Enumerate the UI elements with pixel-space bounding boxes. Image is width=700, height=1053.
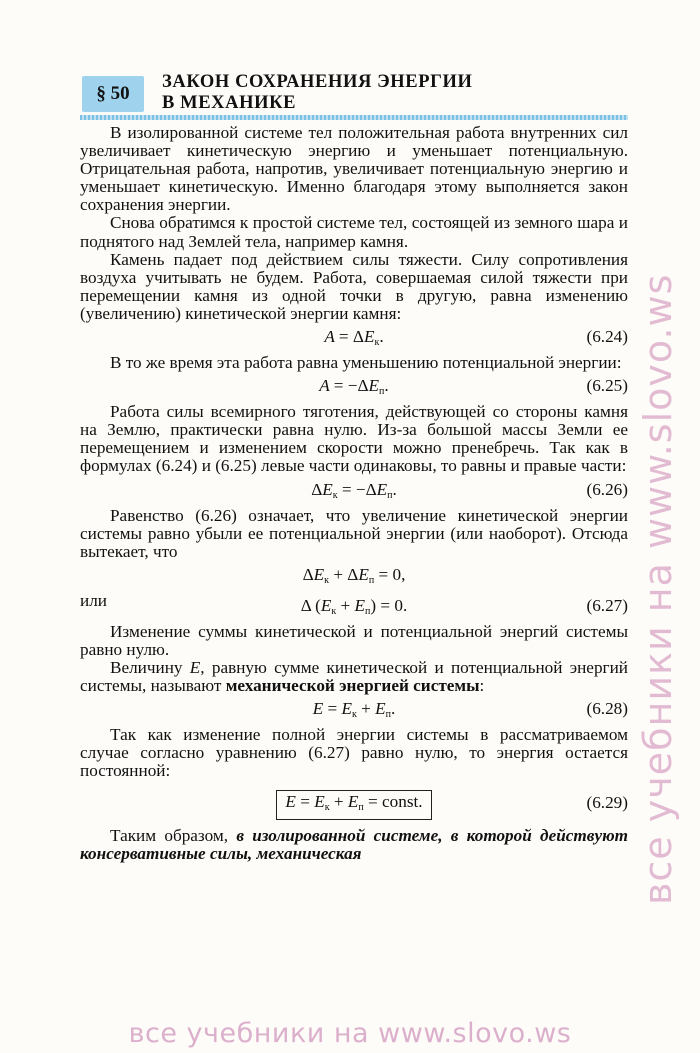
paragraph-8-end: : <box>479 676 485 696</box>
term-mechanical-energy: механической энергией системы <box>225 676 480 696</box>
paragraph-10-emphasis: в изолированной системе, в которой действуют консервативные силы, механическая <box>80 825 628 863</box>
equation-number: (6.29) <box>586 792 628 812</box>
paragraph-10 <box>80 827 628 863</box>
paragraph-7: Изменение суммы кинетической и потенциальной энергий системы равно нулю. <box>80 621 628 659</box>
equation-formula: $\Delta E_к = -\Delta E_п$. <box>311 479 397 501</box>
equation-number: (6.28) <box>586 699 628 719</box>
equation-formula: $A = -\Delta E_п$. <box>319 376 389 398</box>
equation-formula: $E = E_к + E_п$ = const. <box>80 790 628 820</box>
equation-6-29 <box>80 787 628 821</box>
side-watermark: все учебники на www.slovo.ws <box>636 273 680 905</box>
paragraph-10-start: Таким образом, <box>110 825 237 845</box>
equation-6-28 <box>80 697 628 723</box>
equation-6-27 <box>80 590 628 620</box>
paragraph-2: Снова обратимся к простой системе тел, состоящей из земного шара и поднятого над Землей тела, например камня. <box>80 213 628 251</box>
paragraph-9: Так как изменение полной энергии системы в рассматриваемом случае согласно уравнению (6.27) равно нулю, то энергия остается постоянной: <box>80 725 628 781</box>
equation-6-25 <box>80 374 628 400</box>
paragraph-4: В то же время эта работа равна уменьшению потенциальной энергии: <box>110 353 622 373</box>
section-title <box>162 72 632 114</box>
equation-number: (6.27) <box>586 595 628 615</box>
equation-6-26 <box>80 478 628 504</box>
section-number: § 50 <box>96 83 130 104</box>
equation-number: (6.25) <box>586 376 628 396</box>
equation-formula: $E = E_к + E_п$. <box>312 699 396 721</box>
bottom-watermark: все учебники на www.slovo.ws <box>128 1018 572 1049</box>
or-word: или <box>80 590 107 610</box>
equation-formula: $\Delta E_к + \Delta E_п = 0$, <box>302 564 406 586</box>
equation-formula: Δ $(E_к + E_п) = 0$. <box>300 595 408 617</box>
paragraph-5: Работа силы всемирного тяготения, действующей со стороны камня на Землю, практически равна нулю. Из-за большой массы Земли ее перемещением и изменением скорости можно пренебречь. Так как в формулах (6.24) и (6.25) левые части одинаковы, то равны и правые части: <box>80 402 628 476</box>
section-title-line1: ЗАКОН СОХРАНЕНИЯ ЭНЕРГИИ <box>162 72 473 92</box>
paragraph-3: Камень падает под действием силы тяжести. Силу сопротивления воздуха учитывать не будем. Работа, совершаемая силой тяжести при перемещении камня из одной точки в другую, равна изменению (увеличению) кинетической энергии камня: <box>80 249 628 323</box>
paragraph-1: В изолированной системе тел положительная работа внутренних сил увеличивает кинетическую энергию и уменьшает потенциальную. Отрицательная работа, напротив, увеличивает потенциальную энергию и уменьшает кинетическую. Именно благодаря этому выполняется закон сохранения энергии. <box>80 123 628 215</box>
equation-sum-zero <box>80 563 628 589</box>
section-number-badge <box>82 76 144 112</box>
section-title-line2: В МЕХАНИКЕ <box>162 93 297 113</box>
paragraph-8-mid: , равную сумме кинетической и потенциальной энергий системы, называют <box>80 658 628 696</box>
equation-number: (6.26) <box>586 479 628 499</box>
equation-6-24 <box>80 325 628 351</box>
paragraph-8 <box>80 659 628 695</box>
header-divider <box>80 115 628 120</box>
paragraph-6: Равенство (6.26) означает, что увеличение кинетической энергии системы равно убыли ее потенциальной энергии (или наоборот). Отсюда вытекает, что <box>80 505 628 561</box>
body-text <box>80 124 628 863</box>
paragraph-8-start: Величину <box>110 658 190 678</box>
paragraph-8-var: E <box>189 658 201 678</box>
equation-number: (6.24) <box>586 327 628 347</box>
equation-formula: $A = \Delta E_к$. <box>324 327 384 349</box>
